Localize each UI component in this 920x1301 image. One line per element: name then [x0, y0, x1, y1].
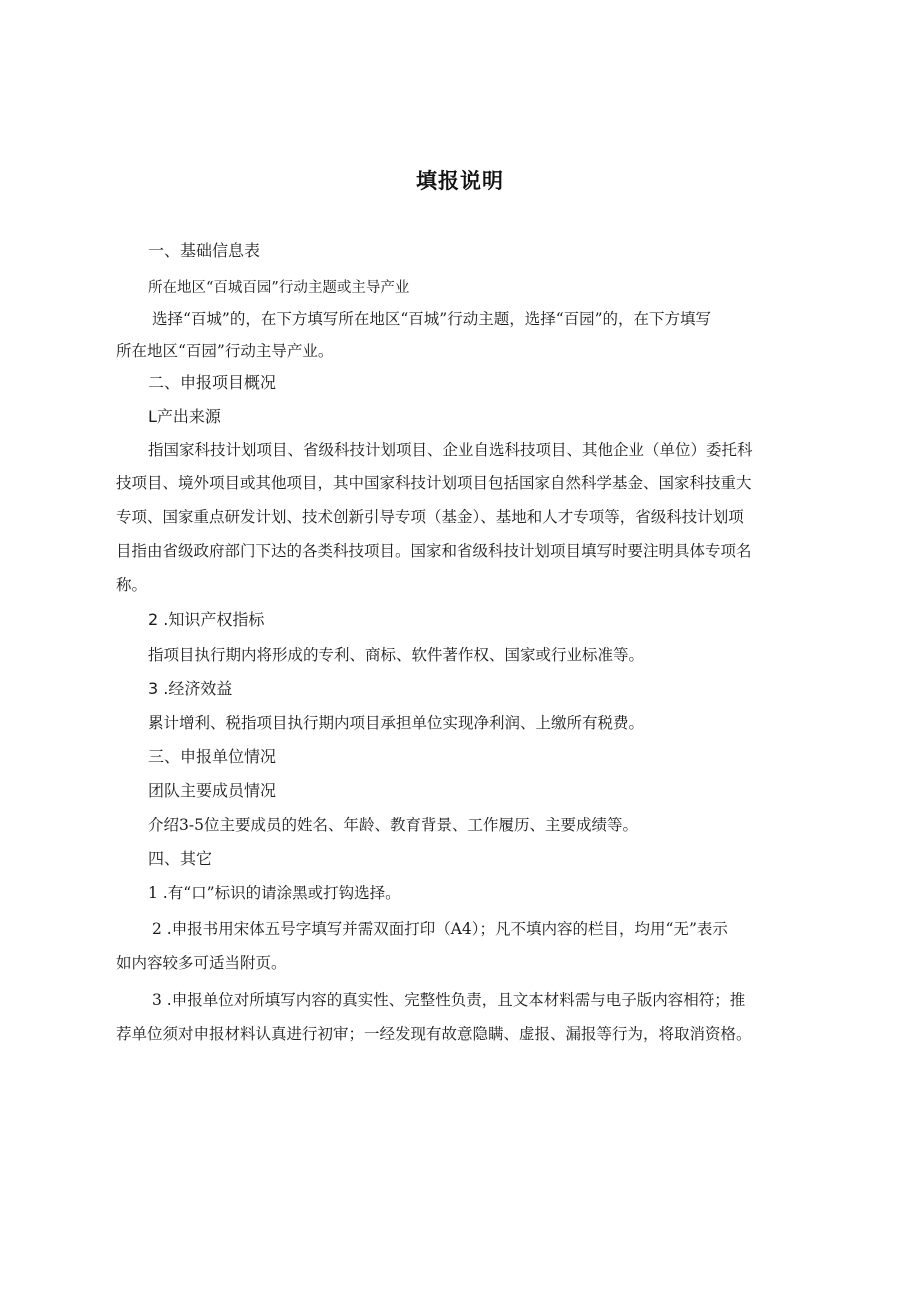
- paragraph-line: 指国家科技计划项目、省级科技计划项目、企业自选科技项目、其他企业（单位）委托科: [148, 441, 753, 459]
- list-item: 2 .申报书用宋体五号字填写并需双面打印（A4）；凡不填内容的栏目，均用“无”表示: [152, 920, 728, 938]
- paragraph-line: 专项、国家重点研发计划、技术创新引导专项（基金）、基地和人才专项等，省级科技计划项: [116, 508, 744, 526]
- section-heading-other: 四、其它: [148, 849, 213, 868]
- list-item: 3 .申报单位对所填写内容的真实性、完整性负责，且文本材料需与电子版内容相符；推: [152, 991, 746, 1009]
- paragraph-line: 累计增利、税指项目执行期内项目承担单位实现净利润、上缴所有税费。: [148, 714, 645, 732]
- paragraph-line: 如内容较多可适当附页。: [116, 954, 287, 972]
- paragraph-line: 称。: [116, 576, 148, 594]
- item-heading-economic-benefit: 3 .经济效益: [148, 679, 233, 698]
- item-heading-output-source: L产出来源: [148, 407, 221, 426]
- list-item: 1 .有“口”标识的请涂黑或打钩选择。: [148, 884, 401, 902]
- paragraph-line: 所在地区“百园”行动主导产业。: [116, 342, 334, 360]
- subheading-team-members: 团队主要成员情况: [148, 781, 277, 800]
- paragraph-line: 选择“百城”的，在下方填写所在地区“百城”行动主题，选择“百园”的，在下方填写: [152, 310, 712, 328]
- paragraph-line: 介绍3-5位主要成员的姓名、年龄、教育背景、工作履历、主要成绩等。: [148, 816, 638, 834]
- item-heading-ip-indicators: 2 .知识产权指标: [148, 610, 265, 629]
- paragraph-line: 荐单位须对申报材料认真进行初审；一经发现有故意隐瞒、虚报、漏报等行为，将取消资格。: [116, 1025, 752, 1043]
- paragraph-line: 指项目执行期内将形成的专利、商标、软件著作权、国家或行业标准等。: [148, 646, 645, 664]
- paragraph-line: 目指由省级政府部门下达的各类科技项目。国家和省级科技计划项目填写时要注明具体专项名: [116, 542, 752, 560]
- section-heading-applicant-info: 三、申报单位情况: [148, 747, 277, 766]
- section-heading-project-overview: 二、申报项目概况: [148, 373, 277, 392]
- subheading-region-theme: 所在地区“百城百园”行动主题或主导产业: [148, 280, 410, 296]
- section-heading-basic-info: 一、基础信息表: [148, 241, 261, 260]
- paragraph-line: 技项目、境外项目或其他项目，其中国家科技计划项目包括国家自然科学基金、国家科技重大: [116, 474, 752, 492]
- page-title: 填报说明: [416, 169, 504, 193]
